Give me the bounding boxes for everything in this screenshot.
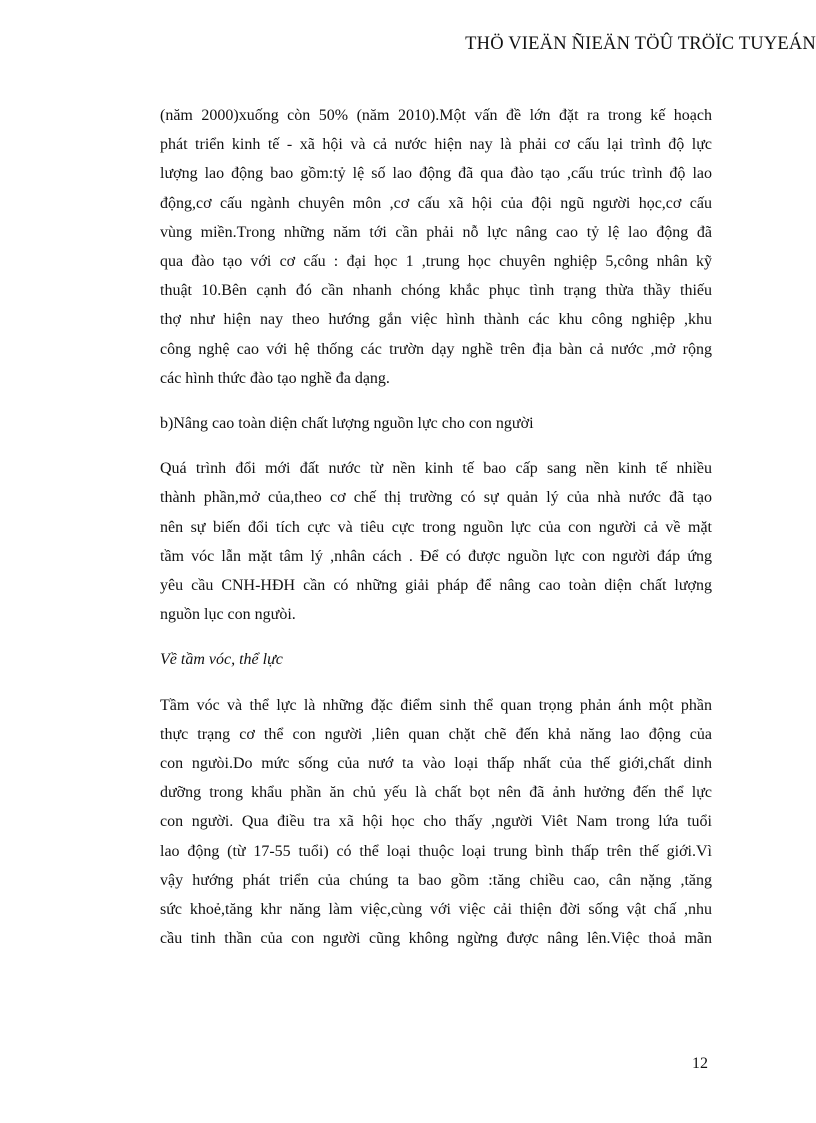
text-line: các hình thức đào tạo nghề đa dạng. — [160, 369, 390, 387]
text-line: vậy hướng phát triển của chúng ta bao gồm :tăng chiều cao, cân nặng ,tăng — [160, 871, 712, 889]
header-title: THÖ VIEÄN ÑIEÄN TÖÛ TRÖÏC TUYEÁN — [465, 34, 816, 54]
text-line: con ngưòi.Do mức sống của nướ ta vào loại thấp nhất của thế giới,chất dinh — [160, 755, 712, 773]
paragraph-3 — [160, 691, 712, 954]
page-number: 12 — [692, 1055, 708, 1072]
section-heading: b)Nâng cao toàn diện chất lượng nguồn lực cho con người — [160, 415, 534, 433]
text-line: lượng lao động bao gồm:tỷ lệ số lao động đã qua đào tạo ,cấu trúc trình độ lao — [160, 165, 712, 183]
text-line: cầu tinh thần của con người cũng không ngừng được nâng lên.Việc thoả mãn — [160, 930, 712, 948]
text-line: phát triển kinh tế - xã hội và cả nước hiện nay là phải cơ cấu lại trình độ lực — [160, 136, 712, 154]
text-line: dưỡng trong khẩu phần ăn chủ yếu là chất bọt nên đã ảnh hưởng đến thể lực — [160, 784, 712, 802]
text-line: tầm vóc lẫn mặt tâm lý ,nhân cách . Để có được nguồn lực con người đáp ứng — [160, 547, 712, 565]
text-line: nên sự biến đổi tích cực và tiêu cực trong nguồn lực của con người cả về mặt — [160, 518, 712, 536]
paragraph-1 — [160, 101, 712, 393]
text-line: yêu cầu CNH-HĐH cần có những giải pháp để nâng cao toàn diện chất lượng — [160, 577, 712, 595]
text-line: Quá trình đổi mới đất nước từ nền kinh tế bao cấp sang nền kinh tế nhiều — [160, 460, 712, 478]
text-line: qua đào tạo với cơ cấu : đại học 1 ,trung học chuyên nghiệp 5,công nhân kỹ — [160, 253, 712, 271]
text-line: sức khoẻ,tăng khr năng làm việc,cùng với việc cải thiện đời sống vật chấ ,nhu — [160, 901, 712, 919]
subsection-heading: Về tầm vóc, thể lực — [160, 651, 283, 669]
text-line: lao động (từ 17-55 tuổi) có thể loại thuộc loại trung bình thấp trên thế giới.Vì — [160, 842, 712, 860]
text-line: thành phần,mở của,theo cơ chế thị trường có sự quản lý của nhà nước đã tạo — [160, 489, 712, 507]
paragraph-2 — [160, 454, 712, 629]
text-line: Tầm vóc và thể lực là những đặc điểm sinh thể quan trọng phản ánh một phần — [160, 696, 712, 714]
text-line: thuật 10.Bên cạnh đó cần nhanh chóng khắc phục tình trạng thừa thầy thiếu — [160, 282, 712, 300]
text-line: công nghệ cao với hệ thống các trườn dạy nghề trên địa bàn cả nước ,mở rộng — [160, 340, 712, 358]
text-line: nguồn lục con ngưòi. — [160, 606, 296, 624]
text-line: thực trạng cơ thể con người ,liên quan chặt chẽ đến khả năng lao động của — [160, 725, 712, 743]
text-line: động,cơ cấu ngành chuyên môn ,cơ cấu xã hội của đội ngũ người học,cơ cấu — [160, 194, 712, 212]
text-line: thợ như hiện nay theo hướng gắn việc hình thành các khu công nghiệp ,khu — [160, 311, 712, 329]
text-line: con người. Qua điều tra xã hội học cho thấy ,người Viêt Nam trong lứa tuổi — [160, 813, 712, 831]
text-line: vùng miền.Trong những năm tới cần phải nỗ lực nâng cao tỷ lệ lao động đã — [160, 223, 712, 241]
text-line: (năm 2000)xuống còn 50% (năm 2010).Một vấn đề lớn đặt ra trong kế hoạch — [160, 107, 712, 124]
document-body — [160, 101, 712, 969]
